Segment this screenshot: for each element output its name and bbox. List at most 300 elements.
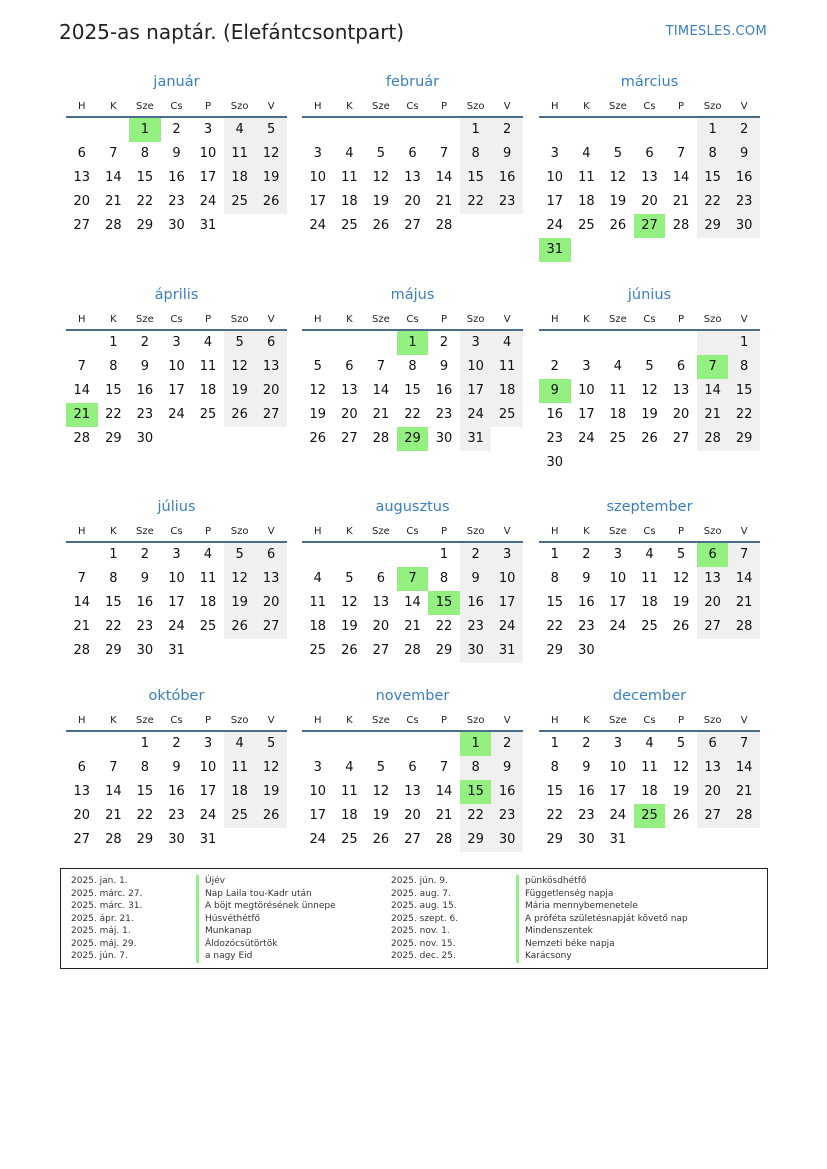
day-cell[interactable]: 6	[77, 760, 86, 775]
day-cell[interactable]: 26	[372, 218, 390, 233]
day-cell[interactable]: 26	[255, 804, 287, 828]
day-cell[interactable]: 28	[728, 615, 760, 639]
day-cell[interactable]: 8	[439, 571, 449, 586]
day-cell[interactable]: 24	[168, 407, 185, 422]
day-cell[interactable]: 7	[77, 359, 86, 374]
day-cell[interactable]: 9	[491, 142, 523, 166]
day-cell[interactable]: 6	[408, 760, 417, 775]
day-cell[interactable]: 19	[672, 784, 690, 799]
day-cell[interactable]: 9	[491, 756, 523, 780]
day-cell[interactable]: 26	[309, 431, 327, 446]
day-cell[interactable]: 1	[140, 736, 150, 751]
day-cell[interactable]: 8	[460, 756, 492, 780]
day-cell[interactable]: 3	[491, 543, 523, 567]
day-cell[interactable]: 25	[309, 643, 327, 658]
day-cell[interactable]: 5	[676, 736, 686, 751]
day-cell[interactable]: 10	[309, 170, 327, 185]
day-cell[interactable]: 27	[634, 214, 666, 238]
day-cell[interactable]: 22	[546, 619, 564, 634]
day-cell[interactable]: 16	[136, 383, 154, 398]
day-cell[interactable]: 23	[136, 407, 154, 422]
day-cell[interactable]: 16	[491, 166, 523, 190]
day-cell[interactable]: 22	[460, 804, 492, 828]
day-cell[interactable]: 6	[697, 732, 729, 756]
day-cell[interactable]: 25	[224, 804, 256, 828]
day-cell[interactable]: 21	[372, 407, 390, 422]
day-cell[interactable]: 23	[578, 619, 595, 634]
day-cell[interactable]: 4	[224, 732, 256, 756]
day-cell[interactable]: 11	[224, 142, 256, 166]
day-cell[interactable]: 20	[672, 407, 690, 422]
day-cell[interactable]: 6	[376, 571, 386, 586]
day-cell[interactable]: 15	[546, 784, 564, 799]
day-cell[interactable]: 29	[397, 427, 429, 451]
day-cell[interactable]: 18	[641, 784, 658, 799]
day-cell[interactable]: 5	[376, 146, 386, 161]
day-cell[interactable]: 20	[73, 808, 91, 823]
day-cell[interactable]: 1	[728, 331, 760, 355]
day-cell[interactable]: 23	[435, 407, 453, 422]
day-cell[interactable]: 14	[697, 379, 729, 403]
day-cell[interactable]: 1	[439, 547, 449, 562]
day-cell[interactable]: 29	[105, 431, 122, 446]
day-cell[interactable]: 9	[140, 571, 150, 586]
day-cell[interactable]: 25	[199, 619, 217, 634]
day-cell[interactable]: 29	[460, 828, 492, 852]
day-cell[interactable]: 29	[136, 218, 154, 233]
day-cell[interactable]: 13	[697, 567, 729, 591]
day-cell[interactable]: 5	[613, 146, 623, 161]
day-cell[interactable]: 10	[199, 760, 217, 775]
day-cell[interactable]: 8	[408, 359, 417, 374]
day-cell[interactable]: 7	[439, 146, 449, 161]
day-cell[interactable]: 1	[550, 736, 559, 751]
day-cell[interactable]: 2	[491, 732, 523, 756]
day-cell[interactable]: 25	[224, 190, 256, 214]
day-cell[interactable]: 10	[546, 170, 564, 185]
day-cell[interactable]: 5	[345, 571, 354, 586]
day-cell[interactable]: 21	[672, 194, 690, 209]
day-cell[interactable]: 17	[491, 591, 523, 615]
day-cell[interactable]: 16	[578, 784, 595, 799]
day-cell[interactable]: 16	[435, 383, 453, 398]
day-cell[interactable]: 14	[728, 567, 760, 591]
day-cell[interactable]: 23	[460, 615, 492, 639]
day-cell[interactable]: 9	[582, 760, 591, 775]
day-cell[interactable]: 4	[582, 146, 591, 161]
day-cell[interactable]: 15	[728, 379, 760, 403]
day-cell[interactable]: 19	[372, 194, 390, 209]
day-cell[interactable]: 19	[224, 591, 256, 615]
day-cell[interactable]: 2	[460, 543, 492, 567]
day-cell[interactable]: 29	[546, 643, 564, 658]
day-cell[interactable]: 8	[460, 142, 492, 166]
day-cell[interactable]: 13	[372, 595, 390, 610]
day-cell[interactable]: 20	[697, 591, 729, 615]
day-cell[interactable]: 21	[66, 403, 98, 427]
day-cell[interactable]: 25	[341, 218, 358, 233]
day-cell[interactable]: 1	[129, 118, 161, 142]
day-cell[interactable]: 30	[491, 828, 523, 852]
day-cell[interactable]: 21	[728, 591, 760, 615]
day-cell[interactable]: 1	[460, 732, 492, 756]
day-cell[interactable]: 3	[172, 335, 181, 350]
day-cell[interactable]: 21	[697, 403, 729, 427]
day-cell[interactable]: 20	[404, 194, 421, 209]
day-cell[interactable]: 12	[672, 760, 690, 775]
day-cell[interactable]: 25	[341, 832, 358, 847]
day-cell[interactable]: 15	[404, 383, 421, 398]
day-cell[interactable]: 14	[435, 784, 453, 799]
day-cell[interactable]: 5	[224, 331, 256, 355]
day-cell[interactable]: 28	[73, 643, 91, 658]
day-cell[interactable]: 15	[697, 166, 729, 190]
day-cell[interactable]: 18	[641, 595, 658, 610]
day-cell[interactable]: 19	[224, 379, 256, 403]
day-cell[interactable]: 25	[634, 804, 666, 828]
day-cell[interactable]: 11	[491, 355, 523, 379]
day-cell[interactable]: 7	[439, 760, 449, 775]
day-cell[interactable]: 24	[309, 832, 327, 847]
day-cell[interactable]: 28	[672, 218, 690, 233]
day-cell[interactable]: 6	[255, 543, 287, 567]
day-cell[interactable]: 25	[199, 407, 217, 422]
day-cell[interactable]: 22	[136, 808, 154, 823]
day-cell[interactable]: 11	[309, 595, 327, 610]
day-cell[interactable]: 21	[435, 194, 453, 209]
day-cell[interactable]: 1	[697, 118, 729, 142]
day-cell[interactable]: 11	[641, 760, 658, 775]
day-cell[interactable]: 26	[341, 643, 358, 658]
day-cell[interactable]: 2	[172, 736, 181, 751]
day-cell[interactable]: 31	[199, 832, 217, 847]
day-cell[interactable]: 1	[109, 335, 118, 350]
day-cell[interactable]: 10	[309, 784, 327, 799]
day-cell[interactable]: 20	[404, 808, 421, 823]
day-cell[interactable]: 12	[255, 142, 287, 166]
day-cell[interactable]: 14	[672, 170, 690, 185]
day-cell[interactable]: 26	[609, 218, 627, 233]
day-cell[interactable]: 3	[203, 736, 213, 751]
day-cell[interactable]: 8	[550, 760, 559, 775]
day-cell[interactable]: 11	[609, 383, 627, 398]
day-cell[interactable]: 24	[609, 808, 627, 823]
day-cell[interactable]: 5	[255, 732, 287, 756]
day-cell[interactable]: 13	[255, 567, 287, 591]
day-cell[interactable]: 15	[105, 595, 122, 610]
day-cell[interactable]: 4	[203, 335, 213, 350]
day-cell[interactable]: 30	[578, 832, 595, 847]
day-cell[interactable]: 17	[609, 784, 627, 799]
day-cell[interactable]: 13	[341, 383, 358, 398]
day-cell[interactable]: 7	[728, 543, 760, 567]
day-cell[interactable]: 4	[645, 736, 654, 751]
day-cell[interactable]: 5	[313, 359, 322, 374]
day-cell[interactable]: 3	[313, 760, 322, 775]
day-cell[interactable]: 1	[550, 547, 559, 562]
day-cell[interactable]: 29	[546, 832, 564, 847]
day-cell[interactable]: 10	[168, 571, 185, 586]
day-cell[interactable]: 17	[460, 379, 492, 403]
day-cell[interactable]: 20	[341, 407, 358, 422]
day-cell[interactable]: 1	[460, 118, 492, 142]
day-cell[interactable]: 5	[676, 547, 686, 562]
day-cell[interactable]: 22	[404, 407, 421, 422]
day-cell[interactable]: 27	[697, 615, 729, 639]
day-cell[interactable]: 27	[341, 431, 358, 446]
day-cell[interactable]: 19	[641, 407, 658, 422]
day-cell[interactable]: 16	[136, 595, 154, 610]
day-cell[interactable]: 16	[460, 591, 492, 615]
day-cell[interactable]: 5	[224, 543, 256, 567]
day-cell[interactable]: 4	[224, 118, 256, 142]
day-cell[interactable]: 10	[609, 571, 627, 586]
day-cell[interactable]: 28	[435, 218, 453, 233]
day-cell[interactable]: 15	[105, 383, 122, 398]
day-cell[interactable]: 30	[168, 218, 185, 233]
day-cell[interactable]: 19	[309, 407, 327, 422]
day-cell[interactable]: 16	[578, 595, 595, 610]
day-cell[interactable]: 17	[168, 383, 185, 398]
day-cell[interactable]: 27	[73, 218, 91, 233]
day-cell[interactable]: 29	[136, 832, 154, 847]
day-cell[interactable]: 12	[609, 170, 627, 185]
day-cell[interactable]: 28	[697, 427, 729, 451]
day-cell[interactable]: 17	[609, 595, 627, 610]
day-cell[interactable]: 22	[136, 194, 154, 209]
day-cell[interactable]: 18	[341, 194, 358, 209]
day-cell[interactable]: 30	[168, 832, 185, 847]
day-cell[interactable]: 3	[613, 736, 623, 751]
day-cell[interactable]: 12	[372, 784, 390, 799]
day-cell[interactable]: 20	[73, 194, 91, 209]
day-cell[interactable]: 24	[578, 431, 595, 446]
day-cell[interactable]: 22	[460, 190, 492, 214]
day-cell[interactable]: 2	[140, 547, 150, 562]
day-cell[interactable]: 30	[136, 643, 154, 658]
day-cell[interactable]: 17	[199, 170, 217, 185]
day-cell[interactable]: 25	[491, 403, 523, 427]
day-cell[interactable]: 7	[676, 146, 686, 161]
day-cell[interactable]: 15	[136, 170, 154, 185]
day-cell[interactable]: 24	[460, 403, 492, 427]
day-cell[interactable]: 2	[728, 118, 760, 142]
day-cell[interactable]: 10	[199, 146, 217, 161]
day-cell[interactable]: 5	[255, 118, 287, 142]
day-cell[interactable]: 22	[546, 808, 564, 823]
day-cell[interactable]: 31	[491, 639, 523, 663]
day-cell[interactable]: 12	[341, 595, 358, 610]
day-cell[interactable]: 17	[309, 808, 327, 823]
day-cell[interactable]: 24	[546, 218, 564, 233]
day-cell[interactable]: 4	[345, 146, 354, 161]
day-cell[interactable]: 12	[255, 756, 287, 780]
day-cell[interactable]: 23	[728, 190, 760, 214]
day-cell[interactable]: 31	[609, 832, 627, 847]
day-cell[interactable]: 21	[404, 619, 421, 634]
day-cell[interactable]: 18	[199, 383, 217, 398]
day-cell[interactable]: 15	[460, 780, 492, 804]
day-cell[interactable]: 9	[539, 379, 571, 403]
day-cell[interactable]: 31	[539, 238, 571, 262]
day-cell[interactable]: 26	[224, 615, 256, 639]
day-cell[interactable]: 28	[404, 643, 421, 658]
day-cell[interactable]: 24	[168, 619, 185, 634]
day-cell[interactable]: 19	[255, 780, 287, 804]
day-cell[interactable]: 7	[728, 732, 760, 756]
day-cell[interactable]: 3	[460, 331, 492, 355]
day-cell[interactable]: 28	[435, 832, 453, 847]
day-cell[interactable]: 4	[613, 359, 623, 374]
day-cell[interactable]: 13	[404, 170, 421, 185]
day-cell[interactable]: 18	[224, 780, 256, 804]
day-cell[interactable]: 17	[309, 194, 327, 209]
day-cell[interactable]: 3	[203, 122, 213, 137]
day-cell[interactable]: 17	[546, 194, 564, 209]
day-cell[interactable]: 3	[582, 359, 591, 374]
day-cell[interactable]: 22	[435, 619, 453, 634]
day-cell[interactable]: 14	[728, 756, 760, 780]
day-cell[interactable]: 3	[313, 146, 322, 161]
day-cell[interactable]: 23	[168, 808, 185, 823]
day-cell[interactable]: 29	[105, 643, 122, 658]
day-cell[interactable]: 28	[73, 431, 91, 446]
day-cell[interactable]: 9	[172, 760, 181, 775]
day-cell[interactable]: 30	[136, 431, 154, 446]
day-cell[interactable]: 31	[168, 643, 185, 658]
day-cell[interactable]: 16	[728, 166, 760, 190]
day-cell[interactable]: 7	[397, 567, 429, 591]
day-cell[interactable]: 8	[550, 571, 559, 586]
day-cell[interactable]: 13	[672, 383, 690, 398]
day-cell[interactable]: 29	[435, 643, 453, 658]
day-cell[interactable]: 20	[255, 379, 287, 403]
day-cell[interactable]: 14	[105, 784, 122, 799]
day-cell[interactable]: 30	[578, 643, 595, 658]
day-cell[interactable]: 19	[609, 194, 627, 209]
day-cell[interactable]: 16	[491, 780, 523, 804]
day-cell[interactable]: 24	[609, 619, 627, 634]
day-cell[interactable]: 21	[105, 194, 122, 209]
day-cell[interactable]: 24	[199, 194, 217, 209]
day-cell[interactable]: 28	[728, 804, 760, 828]
day-cell[interactable]: 18	[199, 595, 217, 610]
day-cell[interactable]: 2	[491, 118, 523, 142]
day-cell[interactable]: 2	[140, 335, 150, 350]
day-cell[interactable]: 14	[73, 595, 91, 610]
day-cell[interactable]: 14	[404, 595, 421, 610]
day-cell[interactable]: 12	[224, 567, 256, 591]
day-cell[interactable]: 17	[168, 595, 185, 610]
day-cell[interactable]: 6	[345, 359, 354, 374]
day-cell[interactable]: 19	[255, 166, 287, 190]
day-cell[interactable]: 22	[105, 619, 122, 634]
day-cell[interactable]: 6	[645, 146, 654, 161]
day-cell[interactable]: 22	[728, 403, 760, 427]
day-cell[interactable]: 7	[376, 359, 386, 374]
day-cell[interactable]: 4	[491, 331, 523, 355]
day-cell[interactable]: 22	[105, 407, 122, 422]
day-cell[interactable]: 27	[404, 218, 421, 233]
day-cell[interactable]: 10	[460, 355, 492, 379]
day-cell[interactable]: 25	[609, 431, 627, 446]
day-cell[interactable]: 15	[460, 166, 492, 190]
day-cell[interactable]: 20	[641, 194, 658, 209]
day-cell[interactable]: 12	[224, 355, 256, 379]
day-cell[interactable]: 20	[697, 780, 729, 804]
day-cell[interactable]: 4	[345, 760, 354, 775]
day-cell[interactable]: 28	[105, 218, 122, 233]
day-cell[interactable]: 7	[109, 760, 118, 775]
day-cell[interactable]: 14	[372, 383, 390, 398]
day-cell[interactable]: 30	[546, 455, 564, 470]
day-cell[interactable]: 6	[697, 543, 729, 567]
day-cell[interactable]: 11	[341, 784, 358, 799]
day-cell[interactable]: 31	[460, 427, 492, 451]
day-cell[interactable]: 6	[255, 331, 287, 355]
day-cell[interactable]: 21	[728, 780, 760, 804]
day-cell[interactable]: 21	[435, 808, 453, 823]
day-cell[interactable]: 26	[641, 431, 658, 446]
day-cell[interactable]: 10	[609, 760, 627, 775]
day-cell[interactable]: 10	[491, 567, 523, 591]
day-cell[interactable]: 20	[255, 591, 287, 615]
day-cell[interactable]: 2	[582, 736, 591, 751]
day-cell[interactable]: 18	[491, 379, 523, 403]
day-cell[interactable]: 9	[728, 142, 760, 166]
day-cell[interactable]: 27	[372, 643, 390, 658]
day-cell[interactable]: 12	[309, 383, 327, 398]
day-cell[interactable]: 25	[641, 619, 658, 634]
day-cell[interactable]: 16	[546, 407, 564, 422]
day-cell[interactable]: 8	[728, 355, 760, 379]
day-cell[interactable]: 13	[255, 355, 287, 379]
day-cell[interactable]: 27	[404, 832, 421, 847]
day-cell[interactable]: 26	[255, 190, 287, 214]
day-cell[interactable]: 15	[428, 591, 460, 615]
day-cell[interactable]: 11	[199, 571, 217, 586]
day-cell[interactable]: 27	[697, 804, 729, 828]
day-cell[interactable]: 11	[641, 571, 658, 586]
day-cell[interactable]: 4	[203, 547, 213, 562]
day-cell[interactable]: 4	[645, 547, 654, 562]
day-cell[interactable]: 18	[609, 407, 627, 422]
day-cell[interactable]: 24	[199, 808, 217, 823]
day-cell[interactable]: 17	[578, 407, 595, 422]
day-cell[interactable]: 7	[109, 146, 118, 161]
day-cell[interactable]: 18	[578, 194, 595, 209]
day-cell[interactable]: 20	[372, 619, 390, 634]
day-cell[interactable]: 27	[73, 832, 91, 847]
day-cell[interactable]: 26	[372, 832, 390, 847]
day-cell[interactable]: 26	[224, 403, 256, 427]
day-cell[interactable]: 2	[582, 547, 591, 562]
day-cell[interactable]: 24	[309, 218, 327, 233]
day-cell[interactable]: 2	[439, 335, 449, 350]
day-cell[interactable]: 13	[73, 170, 91, 185]
day-cell[interactable]: 8	[109, 359, 118, 374]
day-cell[interactable]: 23	[578, 808, 595, 823]
day-cell[interactable]: 29	[728, 427, 760, 451]
day-cell[interactable]: 18	[309, 619, 327, 634]
day-cell[interactable]: 11	[578, 170, 595, 185]
day-cell[interactable]: 7	[697, 355, 729, 379]
day-cell[interactable]: 29	[697, 214, 729, 238]
day-cell[interactable]: 11	[224, 756, 256, 780]
day-cell[interactable]: 21	[73, 619, 91, 634]
day-cell[interactable]: 11	[199, 359, 217, 374]
day-cell[interactable]: 10	[168, 359, 185, 374]
